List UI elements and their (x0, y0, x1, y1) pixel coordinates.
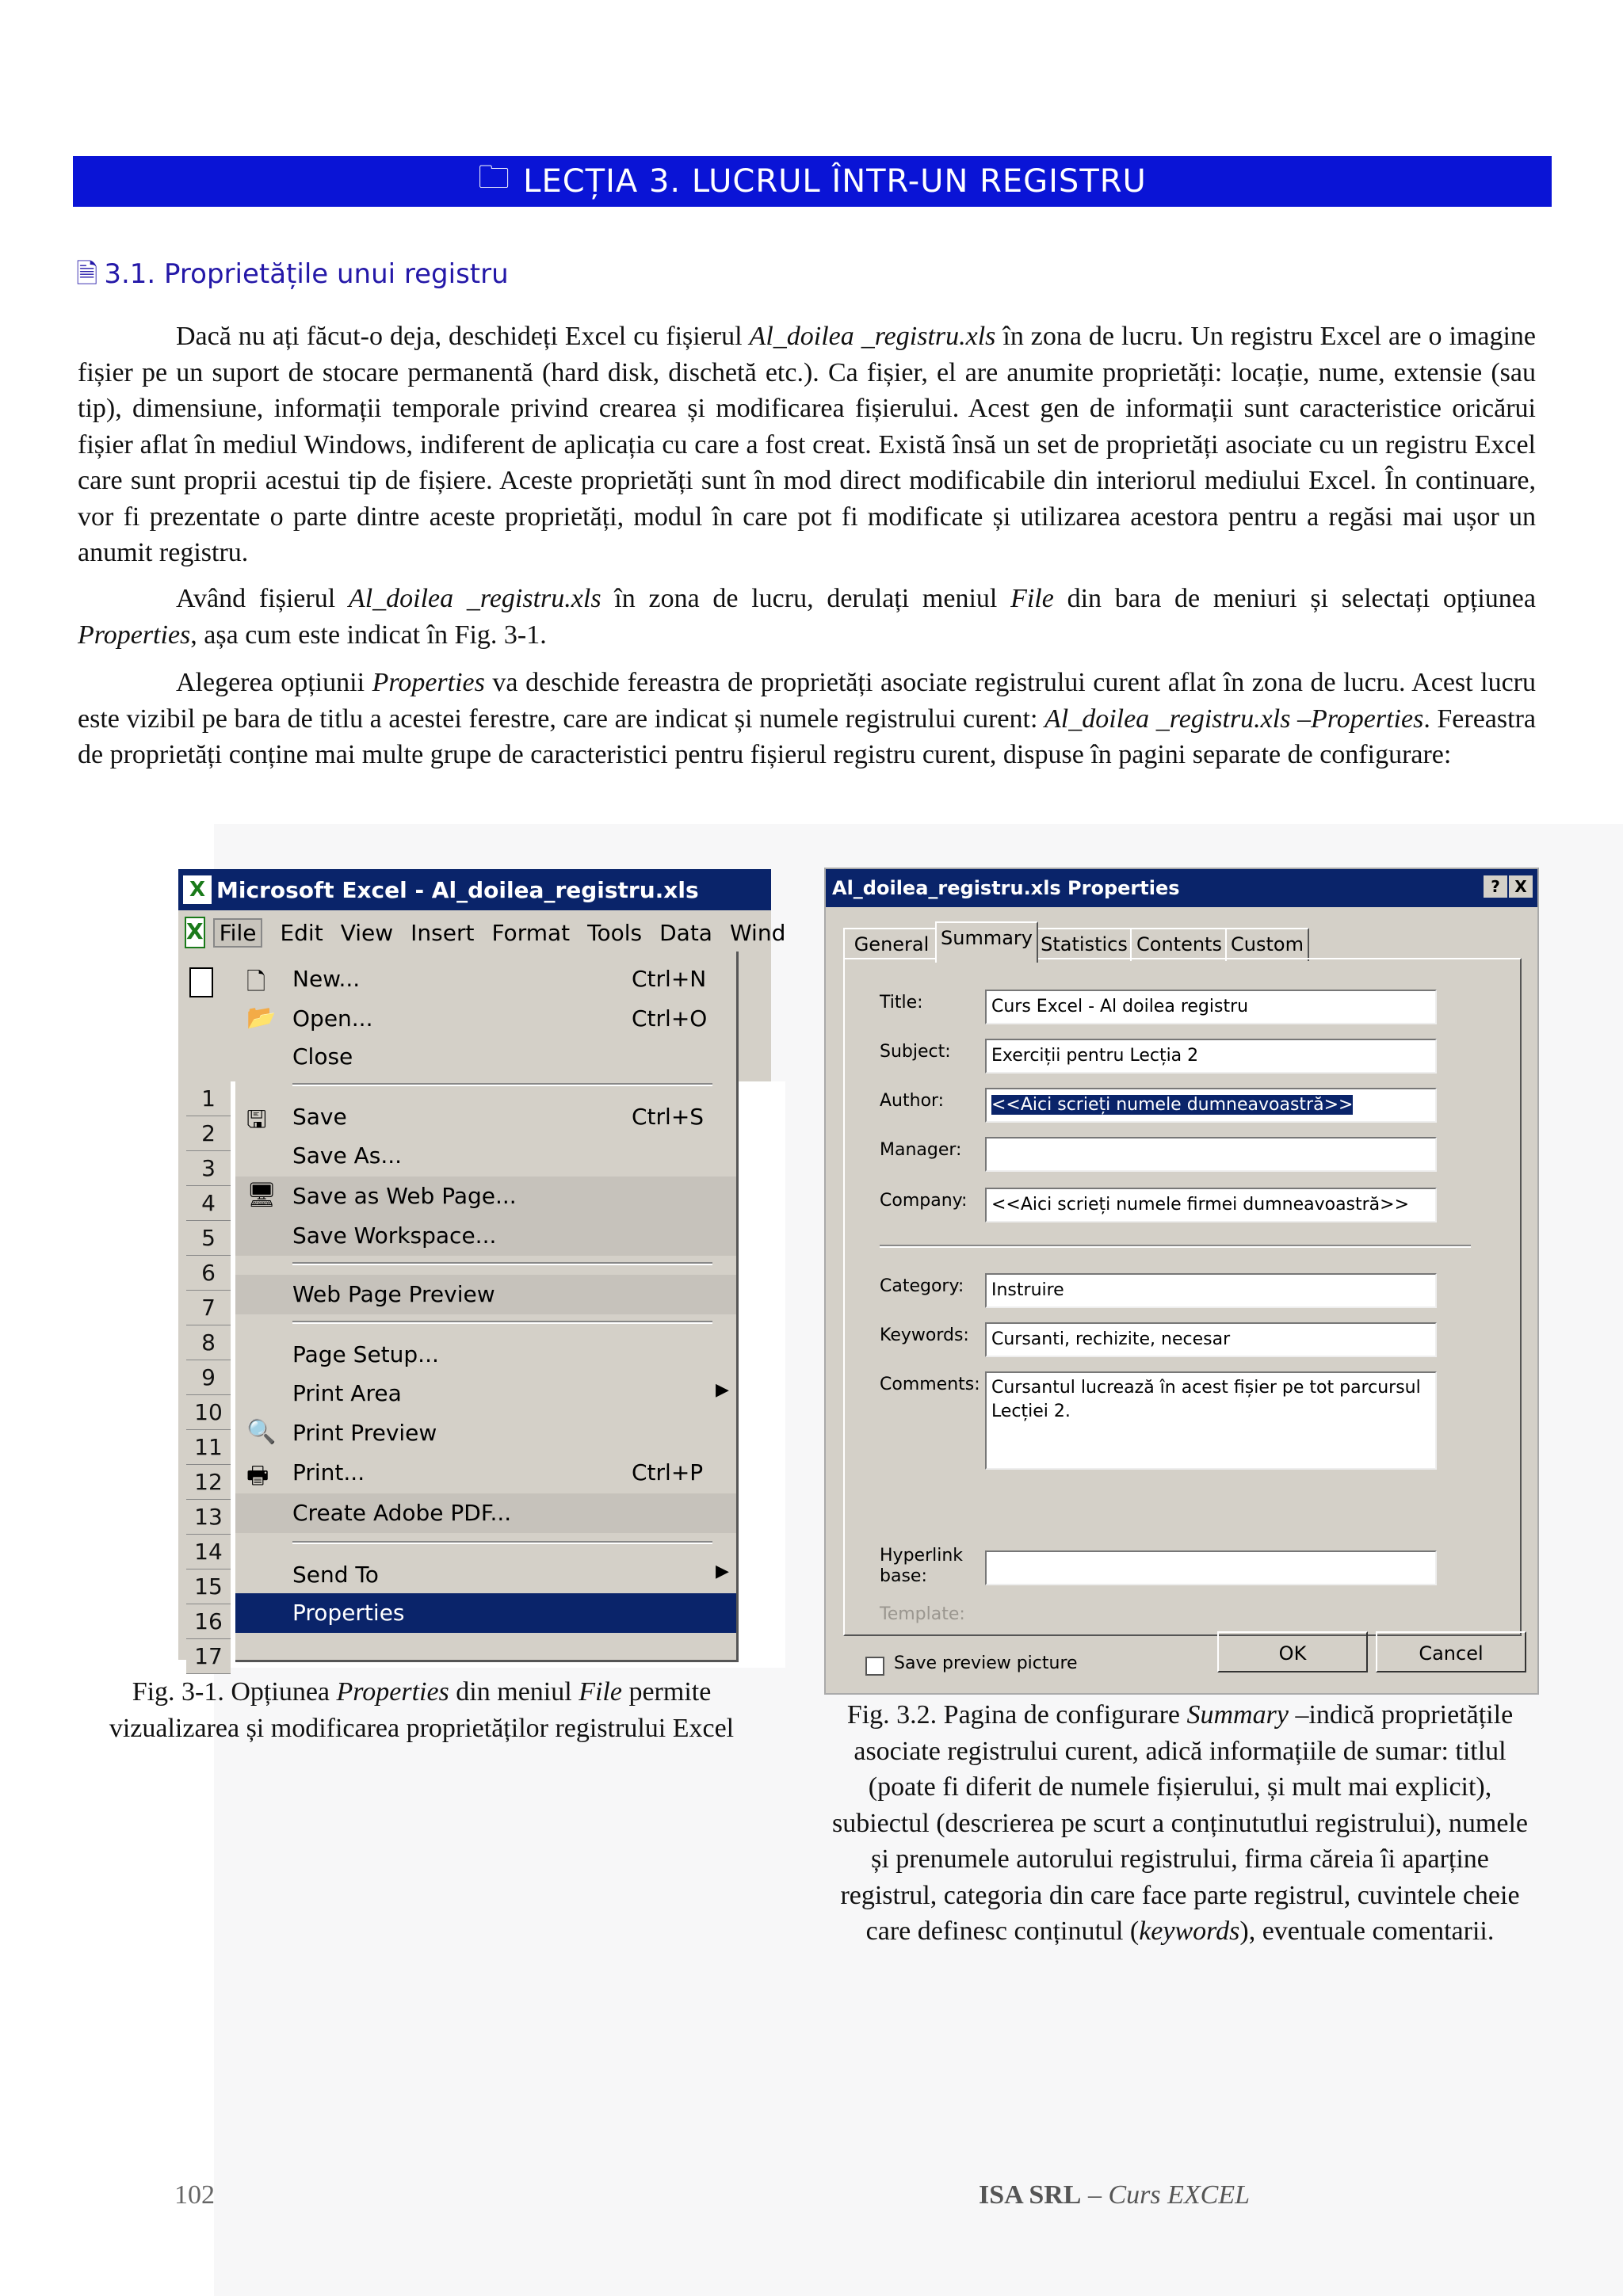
template-label: Template: (880, 1604, 965, 1624)
menu-item-label: Open... (292, 1005, 373, 1032)
menu-item-label: Web Page Preview (292, 1281, 495, 1307)
dialog-title: Al_doilea_registru.xls Properties (832, 877, 1180, 899)
help-button[interactable]: ? (1484, 875, 1507, 898)
row-header[interactable]: 15 (186, 1569, 231, 1604)
text: , așa cum este indicat în Fig. 3-1. (190, 620, 547, 650)
title-field[interactable]: Curs Excel - Al doilea registru (985, 990, 1437, 1024)
menu-item-label: Page Setup... (292, 1341, 439, 1367)
menu-item-page-setup[interactable] (235, 1335, 736, 1375)
figure-excel-file-menu (178, 869, 786, 1669)
menu-item-print-preview[interactable] (235, 1413, 736, 1453)
dialog-title-bar (826, 869, 1537, 907)
footer-credit (979, 2180, 1250, 2210)
submenu-arrow-icon: ▶ (716, 1380, 729, 1400)
section-heading (76, 255, 509, 300)
footer-company: ISA SRL (979, 2180, 1082, 2210)
title-label: Title: (880, 993, 923, 1013)
row-header[interactable]: 6 (186, 1256, 231, 1291)
menu-item-label: Print Preview (292, 1420, 437, 1446)
company-field[interactable]: <<Aici scrieți numele firmei dumneavoastră>> (985, 1188, 1437, 1222)
lesson-banner (73, 156, 1552, 207)
text: în zona de lucru, derulați meniul (601, 584, 1011, 613)
caption-keywords: keywords (1139, 1917, 1240, 1946)
file-menu-dropdown (235, 952, 739, 1662)
row-header[interactable]: 16 (186, 1604, 231, 1639)
row-header[interactable]: 7 (186, 1291, 231, 1325)
text: . Fereastra de proprietăți conține mai multe grupe de caracteristici pentru fișierul registru curent, dispuse în pagini separate de configurare: (78, 704, 1536, 769)
print-preview-icon: 🔍 (246, 1418, 277, 1446)
page-number: 102 (174, 2180, 215, 2210)
keywords-field[interactable]: Cursanti, rechizite, necesar (985, 1322, 1437, 1357)
window-title-ref: Al_doilea _registru.xls –Properties (1044, 704, 1424, 734)
row-headers (186, 1081, 231, 1674)
workbook-icon[interactable]: X (185, 917, 205, 948)
subject-field[interactable]: Exerciții pentru Lecția 2 (985, 1039, 1437, 1074)
document-icon: 🗎 (76, 258, 98, 290)
menu-view[interactable]: View (340, 919, 394, 946)
caption-text: din meniul (449, 1677, 579, 1707)
text: Dacă nu ați făcut-o deja, deschideți Excel cu fișierul (176, 322, 750, 351)
comments-field[interactable]: Cursantul lucrează în acest fișier pe tot parcursul Lecției 2. (985, 1371, 1437, 1470)
menu-insert[interactable]: Insert (411, 919, 475, 946)
menu-separator (292, 1321, 712, 1324)
menu-item-label: New... (292, 966, 361, 992)
row-header[interactable]: 2 (186, 1116, 231, 1151)
menu-item-print[interactable] (235, 1453, 736, 1493)
text: Alegerea opțiunii (176, 668, 372, 697)
tab-contents[interactable]: Contents (1130, 928, 1228, 961)
text: în zona de lucru. Un registru Excel are o imagine fișier pe un suport de stocare permanentă (hard disk, dischetă etc.). Ca fișier, el are anumite proprietăți: locație, nume, extensie (sau tip), dimensiune, informații temporale privind crearea și modificarea fișierului. Acest gen de informații sunt caracteristice oricărui fișier aflat în mediul Windows, indiferent de aplicația cu care a fost creat. Există însă un set de proprietăți asociate cu un registru Excel care sunt proprii acestui tip de fișiere. Aceste proprietăți sunt în mod direct modificabile din interiorul mediului Excel. În continuare, vor fi prezentate o parte dintre aceste proprietăți, modul în care pot fi modificate și utilizarea acestora pentru a regăsi mai ușor un anumit registru. (78, 322, 1536, 567)
new-doc-toolbar-icon[interactable] (189, 967, 213, 997)
menu-item-shortcut: Ctrl+N (632, 966, 707, 992)
footer-course: Curs EXCEL (1108, 2180, 1251, 2210)
menu-item-web-page-preview[interactable] (235, 1275, 736, 1314)
paragraph-1 (78, 318, 1536, 571)
menu-separator (292, 1083, 712, 1086)
save-preview-checkbox[interactable] (865, 1657, 884, 1676)
panel-separator (880, 1245, 1471, 1248)
web-page-icon: 🖥 (246, 1181, 277, 1209)
keywords-label: Keywords: (880, 1325, 969, 1345)
menu-item-send-to[interactable] (235, 1555, 736, 1595)
menu-item-label: Save As... (292, 1142, 403, 1169)
menu-data[interactable]: Data (659, 919, 712, 946)
menu-item-shortcut: Ctrl+S (632, 1104, 705, 1130)
ok-button[interactable]: OK (1217, 1631, 1368, 1672)
caption-text: –indică proprietățile asociate registrului curent, adică informațiile de sumar: titlul (poate fi diferit de numele fișierului, și mult mai explicit), subiectul (descrierea pe scurt a conținututlui registrului), numele și prenumele autorului registrului, firma căreia îi aparține registrul, categoria din care face parte registrul, cuvintele cheie care definesc conținutul ( (831, 1700, 1529, 1946)
menu-separator (292, 1262, 712, 1265)
row-header[interactable]: 14 (186, 1535, 231, 1569)
tab-statistics[interactable]: Statistics (1035, 928, 1133, 961)
row-header[interactable]: 4 (186, 1186, 231, 1221)
lesson-title: LECȚIA 3. LUCRUL ÎNTR-UN REGISTRU (523, 163, 1147, 200)
printer-icon: 🖶 (246, 1462, 269, 1489)
excel-title-bar (178, 869, 771, 910)
row-header[interactable]: 8 (186, 1325, 231, 1360)
close-button[interactable]: X (1509, 875, 1533, 898)
menu-item-new[interactable] (235, 959, 736, 999)
row-header[interactable]: 5 (186, 1221, 231, 1256)
menu-window[interactable]: Wind (729, 919, 786, 946)
menu-format[interactable]: Format (491, 919, 571, 946)
menu-item-label: Save Workspace... (292, 1222, 497, 1249)
caption-text: Fig. 3-1. Opțiunea (132, 1677, 337, 1707)
menu-item-save-as-web-page[interactable] (235, 1177, 736, 1216)
save-disk-icon: 🖫 (246, 1106, 267, 1134)
section-title: 3.1. Proprietățile unui registru (104, 258, 509, 290)
excel-window-title: Microsoft Excel - Al_doilea_registru.xls (216, 876, 699, 903)
caption-text: ), eventuale comentarii. (1239, 1917, 1495, 1946)
row-header[interactable]: 13 (186, 1500, 231, 1535)
menu-item-print-area[interactable] (235, 1374, 736, 1413)
menu-item-label: Save as Web Page... (292, 1183, 517, 1209)
row-header[interactable]: 17 (186, 1639, 231, 1674)
menu-item-label: Print... (292, 1459, 365, 1486)
menu-item-create-adobe-pdf[interactable] (235, 1493, 736, 1533)
category-field[interactable]: Instruire (985, 1273, 1437, 1308)
author-value: <<Aici scrieți numele dumneavoastră>> (991, 1095, 1354, 1115)
caption-option: Properties (336, 1677, 449, 1707)
manager-field[interactable] (985, 1137, 1437, 1172)
menu-item-label: Properties (292, 1600, 405, 1626)
menu-item-save[interactable] (235, 1097, 736, 1137)
save-preview-label: Save preview picture (894, 1653, 1078, 1673)
folder-icon: 🗀 (478, 159, 511, 196)
figure-1-caption (73, 1674, 770, 1746)
menu-item-properties[interactable] (235, 1593, 736, 1633)
menu-item-open[interactable] (235, 999, 736, 1039)
new-document-icon: 🗋 (246, 968, 266, 996)
menu-item-shortcut: Ctrl+O (632, 1005, 708, 1032)
row-header[interactable]: 12 (186, 1465, 231, 1500)
menu-name: File (1010, 584, 1054, 613)
author-field[interactable] (985, 1088, 1437, 1123)
row-header[interactable]: 10 (186, 1395, 231, 1430)
menu-item-label: Save (292, 1104, 347, 1130)
submenu-arrow-icon: ▶ (716, 1562, 729, 1581)
paragraph-3 (78, 665, 1536, 773)
company-label: Company: (880, 1191, 968, 1211)
subject-label: Subject: (880, 1042, 951, 1062)
menu-separator (292, 1541, 712, 1544)
menu-tools[interactable]: Tools (587, 919, 643, 946)
option-name: Properties (78, 620, 191, 650)
caption-text: permite vizualizarea și modificarea proprietăților registrului Excel (109, 1677, 735, 1743)
excel-logo-icon: X (183, 875, 212, 904)
menu-item-save-as[interactable] (235, 1136, 736, 1176)
text: va deschide fereastra de proprietăți asociate registrului curent aflat în zona de lucru. Acest lucru este vizibil pe bara de titlu a acestei ferestre, care are indicat și numele registrului curent: (78, 668, 1536, 734)
excel-menu-bar (178, 910, 786, 955)
manager-label: Manager: (880, 1140, 962, 1160)
file-name: Al_doilea _registru.xls (749, 322, 996, 351)
menu-file[interactable]: File (213, 918, 263, 948)
menu-edit[interactable]: Edit (280, 919, 323, 946)
tab-summary[interactable]: Summary (935, 921, 1038, 963)
comments-label: Comments: (880, 1375, 980, 1394)
menu-item-shortcut: Ctrl+P (632, 1459, 704, 1486)
menu-item-label: Send To (292, 1562, 379, 1588)
row-header[interactable]: 3 (186, 1151, 231, 1186)
menu-item-label: Create Adobe PDF... (292, 1500, 512, 1526)
tab-custom[interactable]: Custom (1225, 928, 1309, 961)
menu-item-label: Close (292, 1043, 353, 1070)
row-header[interactable]: 9 (186, 1360, 231, 1395)
menu-item-label: Print Area (292, 1380, 402, 1406)
tab-general[interactable]: General (843, 928, 940, 961)
author-label: Author: (880, 1091, 945, 1111)
hyperlink-base-field[interactable] (985, 1550, 1437, 1585)
figure-properties-dialog (824, 868, 1539, 1695)
option-name: Properties (372, 668, 485, 697)
menu-item-close[interactable] (235, 1037, 736, 1077)
caption-menu: File (579, 1677, 622, 1707)
menu-item-save-workspace[interactable] (235, 1216, 736, 1256)
row-header[interactable]: 1 (186, 1081, 231, 1116)
paragraph-2 (78, 581, 1536, 653)
figure-2-caption (824, 1697, 1536, 1950)
caption-text: Fig. 3.2. Pagina de configurare (846, 1700, 1187, 1730)
text: Având fișierul (176, 584, 349, 613)
cancel-button[interactable]: Cancel (1376, 1631, 1526, 1672)
caption-page: Summary (1186, 1700, 1289, 1730)
row-header[interactable]: 11 (186, 1430, 231, 1465)
hyperlink-base-label: Hyperlink base: (880, 1546, 964, 1586)
text: din bara de meniuri și selectați opțiunea (1053, 584, 1536, 613)
category-label: Category: (880, 1276, 964, 1296)
open-folder-icon: 📂 (246, 1004, 277, 1032)
footer-dash: – (1081, 2180, 1109, 2210)
file-name: Al_doilea _registru.xls (348, 584, 601, 613)
